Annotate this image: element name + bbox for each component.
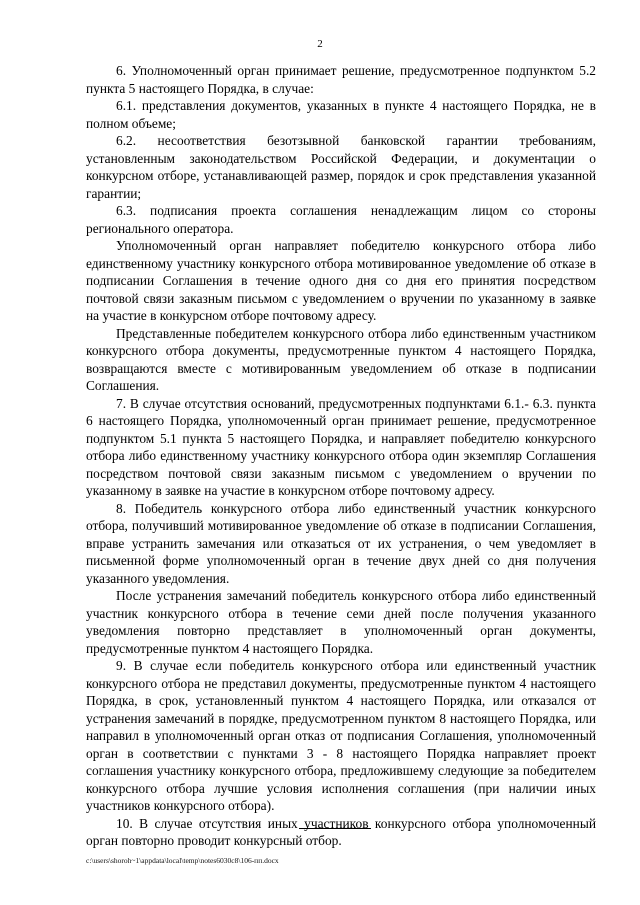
paragraph-10: 10. В случае отсутствия иных участников конкурсного отбора уполномоченный орган повторно проводит конкурсный отбор. xyxy=(86,815,596,848)
paragraph-9: 9. В случае если победитель конкурсного отбора или единственный участник конкурсного отбора не представил документы, предусмотренные пунктом 4 настоящего Порядка, в срок, установленный пунктом 4 настоящего Порядка, или отказался от устранения замечаний в порядке, предусмотренном пунктом 8 настоящего Порядка, или направил в уполномоченный орган отказ от подписания Соглашения, уполномоченный орган в соответствии с пунктами 3 - 8 настоящего Порядка направляет проект соглашения участнику конкурсного отбора, предложившему следующие за победителем конкурсного отбора лучшие условия исполнения соглашения (при наличии иных участников конкурсного отбора). xyxy=(86,658,596,813)
paragraph-6-2: 6.2. несоответствия безотзывной банковской гарантии требованиям, установленным законодательством Российской Федерации, и документации о конкурсном отборе, устанавливающей размер, порядок и срок представления указанной гарантии; xyxy=(86,133,596,201)
paragraph-6-3: 6.3. подписания проекта соглашения ненадлежащим лицом со стороны регионального оператора. xyxy=(86,203,596,236)
paragraph-7: 7. В случае отсутствия оснований, предусмотренных подпунктами 6.1.- 6.3. пункта 6 настоящего Порядка, уполномоченный орган принимает решение, предусмотренное подпунктом 5.1 пункта 5 настоящего Порядка, и направляет победителю конкурсного отбора либо единственному участнику конкурсного отбора один экземпляр Соглашения посредством почтовой связи заказным письмом с уведомлением о вручении по указанному в заявке на участие в конкурсном отборе почтовому адресу. xyxy=(86,395,596,498)
footer-file-path: c:\users\shoroh~1\appdata\local\temp\notes6030c8\106-пп.docx xyxy=(86,856,279,865)
paragraph-documents-returned: Представленные победителем конкурсного отбора либо единственным участником конкурсного отбора документы, предусмотренные пунктом 4 настоящего Порядка, возвращаются вместе с мотивированным уведомлением об отказе в подписании Соглашения. xyxy=(86,325,596,393)
paragraph-after-corrections: После устранения замечаний победитель конкурсного отбора либо единственный участник конкурсного отбора в течение семи дней после получения указанного уведомления повторно представляет в уполномоченный орган документы, предусмотренные пунктом 4 настоящего Порядка. xyxy=(86,588,596,656)
paragraph-refusal-notice: Уполномоченный орган направляет победителю конкурсного отбора либо единственному участнику конкурсного отбора мотивированное уведомление об отказе в подписании Соглашения в течение одного дня со дня его принятия посредством почтовой связи заказным письмом с уведомлением о вручении по указанному в заявке на участие в конкурсном отборе почтовому адресу. xyxy=(86,238,596,323)
paragraph-8: 8. Победитель конкурсного отбора либо единственный участник конкурсного отбора, получивший мотивированное уведомление об отказе в подписании Соглашения, вправе устранить замечания или отказаться от их устранения, о чем уведомляет в письменной форме уполномоченный орган в течение двух дней со дня получения указанного уведомления. xyxy=(86,500,596,586)
paragraph-6-1: 6.1. представления документов, указанных в пункте 4 настоящего Порядка, не в полном объеме; xyxy=(86,98,596,131)
end-divider xyxy=(299,828,371,829)
document-body xyxy=(86,62,596,850)
paragraph-6: 6. Уполномоченный орган принимает решение, предусмотренное подпунктом 5.2 пункта 5 настоящего Порядка, в случае: xyxy=(86,63,596,96)
page-number: 2 xyxy=(317,38,323,50)
